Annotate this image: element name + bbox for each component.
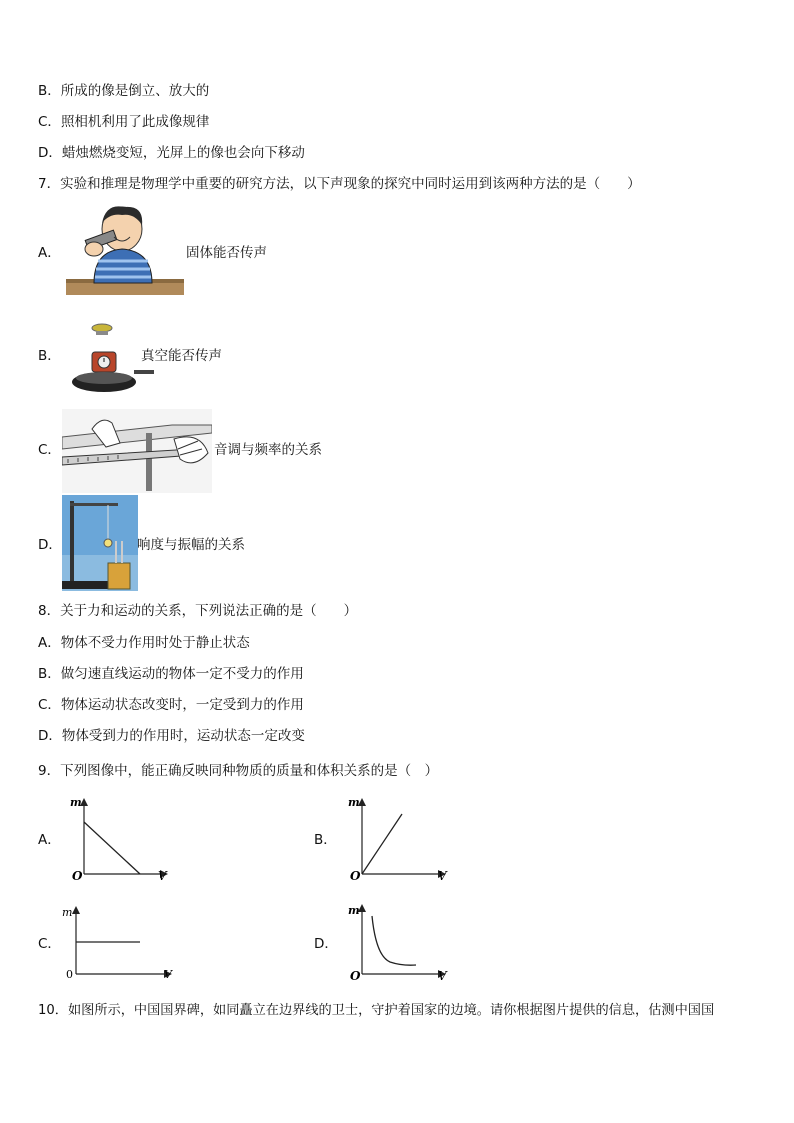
- tuning-fork-image: [62, 495, 138, 595]
- q8-option-b: [38, 665, 304, 683]
- graph-d-y-label: m: [348, 904, 360, 917]
- graph-d-x-label: V: [438, 969, 447, 983]
- graph-a: [68, 796, 178, 886]
- graph-a-origin: O: [72, 869, 83, 882]
- option-text: 物体运动状态改变时，一定受到力的作用: [60, 697, 304, 713]
- q7-option-a-caption: 固体能否传声: [186, 245, 267, 261]
- option-label: B．: [38, 666, 61, 682]
- option-label: A．: [38, 635, 61, 651]
- q6-option-d: [38, 144, 305, 162]
- q9-option-d-label: D．: [314, 936, 338, 952]
- q9-stem: 9．下列图像中，能正确反映同种物质的质量和体积关系的是（ ）: [38, 763, 439, 779]
- option-text: 物体不受力作用时处于静止状态: [60, 635, 250, 651]
- q8-option-a: [38, 634, 250, 652]
- q6-option-b: [38, 82, 209, 100]
- q9-option-b-label: B．: [314, 832, 337, 848]
- q6-option-c: [38, 113, 209, 131]
- q9-option-c-label: C．: [38, 936, 61, 952]
- q7-option-a-label: A．: [38, 245, 61, 261]
- q7-option-d-label: D．: [38, 537, 62, 553]
- q8-option-d: [38, 727, 305, 745]
- option-label: B．: [38, 83, 61, 99]
- option-label: D．: [38, 145, 62, 161]
- ruler-on-table-image: [62, 409, 212, 497]
- graph-c: [60, 900, 190, 990]
- graph-b-y-label: m: [348, 796, 360, 809]
- option-label: D．: [38, 728, 62, 744]
- graph-a-y-label: m: [70, 796, 82, 809]
- option-label: C．: [38, 114, 61, 130]
- graph-b: [346, 796, 456, 886]
- boy-listening-image: [64, 203, 186, 303]
- option-text: 做匀速直线运动的物体一定不受力的作用: [60, 666, 304, 682]
- q7-option-d-caption: 响度与振幅的关系: [137, 537, 245, 553]
- graph-d: [346, 900, 456, 990]
- option-text: 物体受到力的作用时，运动状态一定改变: [61, 728, 305, 744]
- q8-option-c: [38, 696, 304, 714]
- option-text: 蜡烛燃烧变短，光屏上的像也会向下移动: [61, 145, 305, 161]
- graph-c-x-label: V: [164, 968, 172, 981]
- graph-b-x-label: V: [438, 869, 447, 882]
- graph-a-x-label: V: [158, 869, 167, 882]
- q7-stem: 7．实验和推理是物理学中重要的研究方法，以下声现象的探究中同时运用到该两种方法的是（ ）: [38, 176, 641, 192]
- q7-option-c-label: C．: [38, 442, 61, 458]
- q10-stem: 10．如图所示，中国国界碑，如同矗立在边界线的卫士，守护着国家的边境。请你根据图片提供的信息，估测中国国: [38, 1003, 715, 1018]
- graph-d-origin: O: [350, 969, 361, 983]
- option-text: 照相机利用了此成像规律: [60, 114, 210, 130]
- q7-option-b-label: B．: [38, 348, 61, 364]
- q7-option-c-caption: 音调与频率的关系: [214, 442, 322, 458]
- q8-stem: 8．关于力和运动的关系，下列说法正确的是（ ）: [38, 603, 358, 619]
- graph-c-origin: 0: [66, 968, 73, 981]
- q9-option-a-label: A．: [38, 832, 61, 848]
- option-text: 所成的像是倒立、放大的: [60, 83, 210, 99]
- option-label: C．: [38, 697, 61, 713]
- graph-b-origin: O: [350, 869, 361, 882]
- graph-c-y-label: m: [62, 906, 73, 919]
- q7-option-b-caption: 真空能否传声: [141, 348, 222, 364]
